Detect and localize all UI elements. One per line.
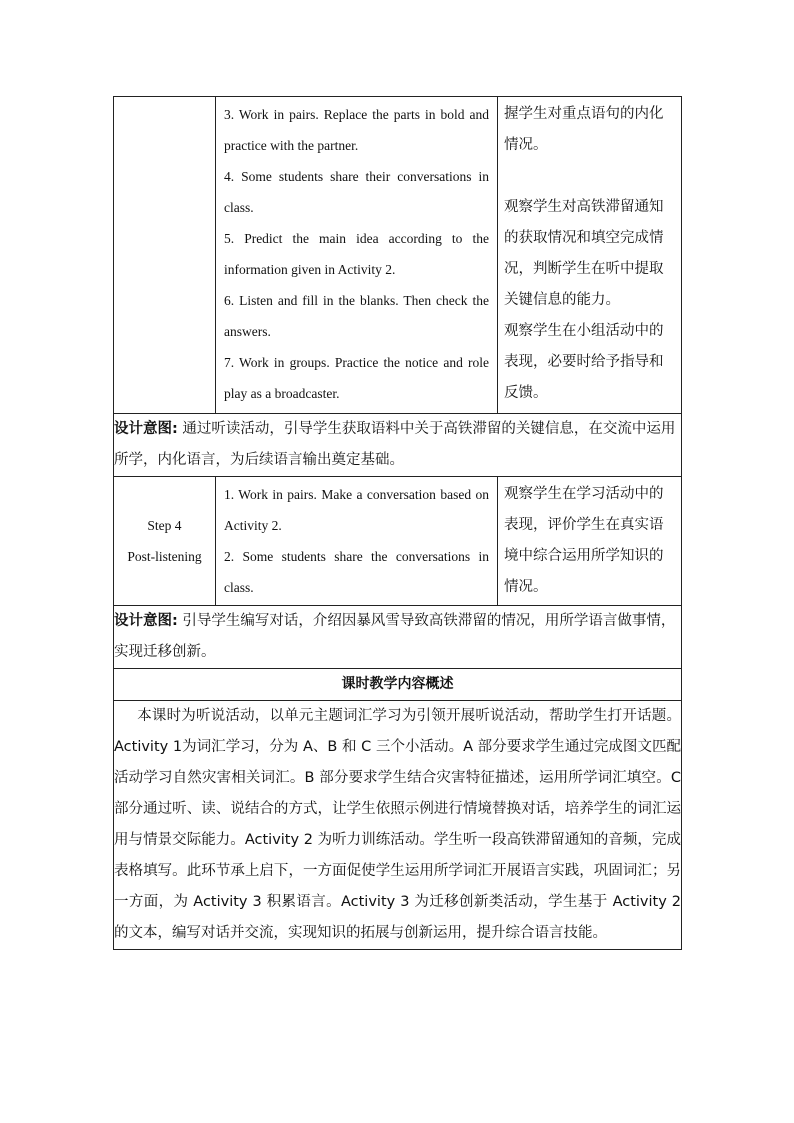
- step-number: Step 4: [147, 518, 182, 533]
- evaluation-cell: [498, 477, 682, 606]
- activity-step-6: 6. Listen and fill in the blanks. Then check the answers.: [224, 293, 489, 339]
- activity-step-4: 4. Some students share their conversations in class.: [224, 169, 489, 215]
- activities-cell: [216, 97, 498, 414]
- activity-step-3: 3. Work in pairs. Replace the parts in bold and practice with the partner.: [224, 107, 489, 153]
- summary-text: 本课时为听说活动，以单元主题词汇学习为引领开展听说活动，帮助学生打开话题。Activity 1为词汇学习，分为 A、B 和 C 三个小活动。A 部分要求学生通过完成图文匹配活动学习自然灾害相关词汇。B 部分要求学生结合灾害特征描述，运用所学词汇填空。C 部分通过听、读、说结合的方式，让学生依照示例进行情境替换对话，培养学生的词汇运用与情景交际能力。Activity 2 为听力训练活动。学生听一段高铁滞留通知的音频，完成表格填写。此环节承上启下，一方面促使学生运用所学词汇开展语言实践，巩固词汇；另一方面，为 Activity 3 积累语言。Activity 3 为迁移创新类活动，学生基于 Activity 2 的文本，编写对话并交流，实现知识的拓展与创新运用，提升综合语言技能。: [114, 701, 682, 950]
- design-intent-text: 引导学生编写对话，介绍因暴风雪导致高铁滞留的情况，用所学语言做事情，实现迁移创新。: [114, 613, 676, 660]
- design-intent-label: 设计意图:: [114, 613, 178, 629]
- activities-cell: [216, 477, 498, 606]
- lesson-plan-table: [113, 96, 682, 950]
- summary-title-row: [114, 669, 682, 701]
- activity-step-7: 7. Work in groups. Practice the notice and role play as a broadcaster.: [224, 355, 489, 401]
- post-listening-row: [114, 477, 682, 606]
- activity-step-5: 5. Predict the main idea according to the information given in Activity 2.: [224, 231, 489, 277]
- step-name: Post-listening: [127, 549, 202, 564]
- design-intent-label: 设计意图:: [114, 421, 178, 437]
- activity-step-1: 1. Work in pairs. Make a conversation based on Activity 2.: [224, 487, 489, 533]
- design-intent-2: [114, 606, 682, 669]
- step-label-cell: [114, 477, 216, 606]
- design-intent-1: [114, 414, 682, 477]
- summary-body-row: [114, 701, 682, 950]
- evaluation-text-1: 握学生对重点语句的内化情况。: [504, 106, 664, 153]
- summary-title: 课时教学内容概述: [114, 669, 682, 701]
- design-intent-row-1: [114, 414, 682, 477]
- design-intent-row-2: [114, 606, 682, 669]
- step-label-cell-empty: [114, 97, 216, 414]
- design-intent-text: 通过听读活动，引导学生获取语料中关于高铁滞留的关键信息，在交流中运用所学，内化语言，为后续语言输出奠定基础。: [114, 421, 676, 468]
- evaluation-text-2: 观察学生对高铁滞留通知的获取情况和填空完成情况，判断学生在听中提取关键信息的能力。: [504, 199, 664, 308]
- evaluation-text: 观察学生在学习活动中的表现，评价学生在真实语境中综合运用所学知识的情况。: [504, 486, 664, 595]
- listening-steps-row: [114, 97, 682, 414]
- evaluation-text-3: 观察学生在小组活动中的表现，必要时给予指导和反馈。: [504, 323, 664, 401]
- evaluation-cell: [498, 97, 682, 414]
- activity-step-2: 2. Some students share the conversations in class.: [224, 549, 489, 595]
